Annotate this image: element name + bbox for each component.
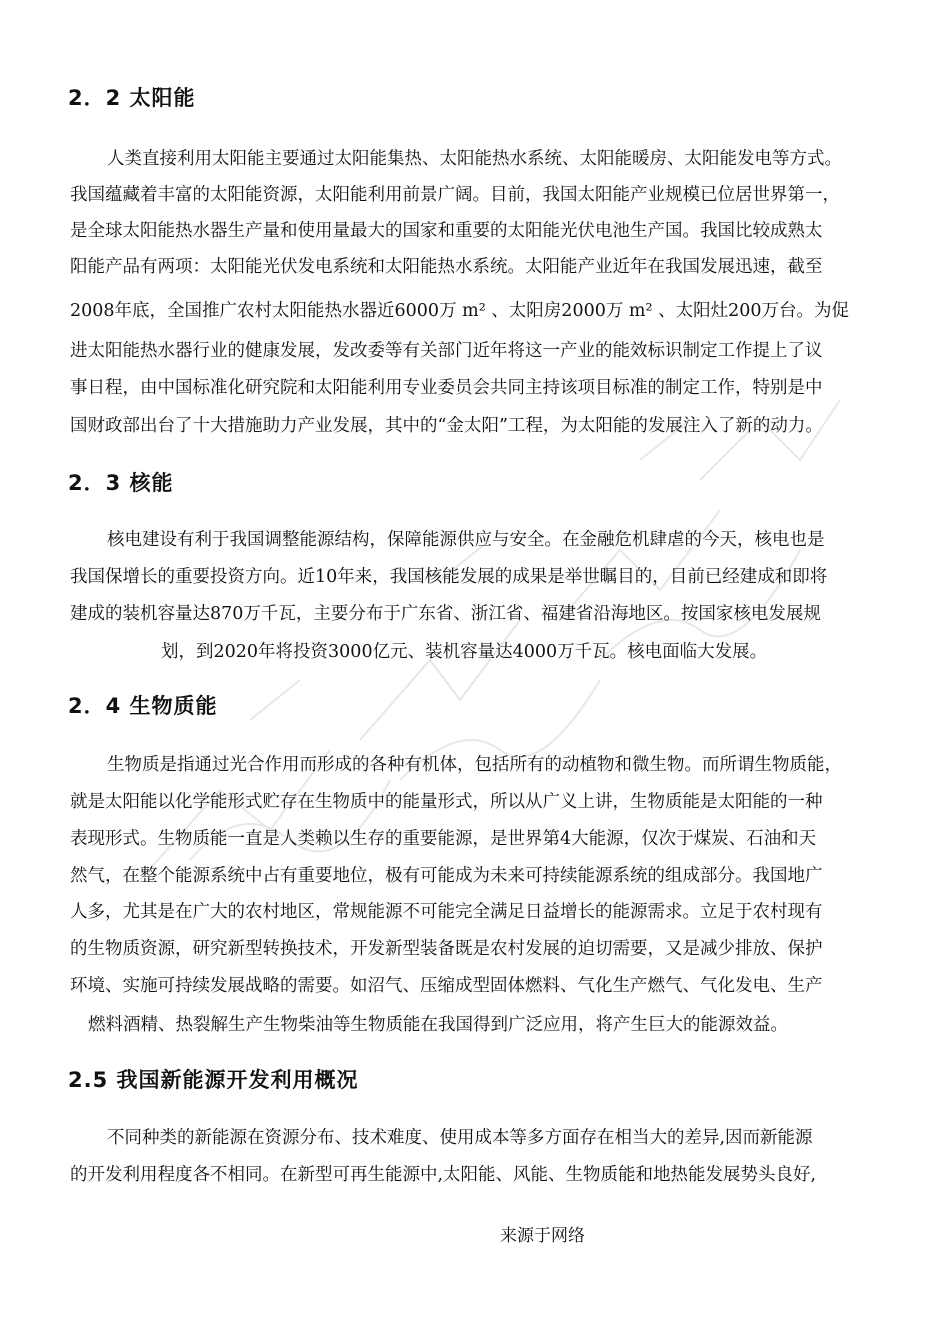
paragraph-line: 核电建设有利于我国调整能源结构，保障能源供应与安全。在金融危机肆虐的今天，核电也是 <box>107 530 825 550</box>
paragraph-line: 的生物质资源，研究新型转换技术，开发新型装备既是农村发展的迫切需要，又是减少排放、保护 <box>70 939 823 959</box>
paragraph-line: 的开发利用程度各不相同。在新型可再生能源中,太阳能、风能、生物质能和地热能发展势头良好, <box>70 1165 817 1185</box>
paragraph-line: 划，到2020年将投资3000亿元、装机容量达4000万千瓦。核电面临大发展。 <box>161 642 768 662</box>
paragraph-line: 然气，在整个能源系统中占有重要地位，极有可能成为未来可持续能源系统的组成部分。我国地广 <box>70 866 823 886</box>
paragraph-line: 表现形式。生物质能一直是人类赖以生存的重要能源，是世界第4大能源，仅次于煤炭、石油和天 <box>70 829 817 849</box>
paragraph-line: 就是太阳能以化学能形式贮存在生物质中的能量形式，所以从广义上讲，生物质能是太阳能的一种 <box>70 792 823 812</box>
paragraph-line: 是全球太阳能热水器生产量和使用量最大的国家和重要的太阳能光伏电池生产国。我国比较成熟太 <box>70 221 823 241</box>
paragraph-line: 生物质是指通过光合作用而形成的各种有机体，包括所有的动植物和微生物。而所谓生物质能， <box>107 755 842 775</box>
paragraph-line: 事日程，由中国标准化研究院和太阳能利用专业委员会共同主持该项目标准的制定工作，特别是中 <box>70 378 823 398</box>
paragraph-line: 我国蕴藏着丰富的太阳能资源，太阳能利用前景广阔。目前，我国太阳能产业规模已位居世界第一， <box>70 185 840 205</box>
section-heading-biomass: 2．4 生物质能 <box>68 694 218 718</box>
section-heading-nuclear: 2．3 核能 <box>68 471 174 495</box>
paragraph-line: 不同种类的新能源在资源分布、技术难度、使用成本等多方面存在相当大的差异,因而新能源 <box>107 1128 813 1148</box>
paragraph-line: 人类直接利用太阳能主要通过太阳能集热、太阳能热水系统、太阳能暖房、太阳能发电等方式。 <box>107 149 842 169</box>
paragraph-line: 国财政部出台了十大措施助力产业发展，其中的“金太阳”工程，为太阳能的发展注入了新的动力。 <box>70 416 823 436</box>
page-footer: 来源于网络 <box>500 1226 585 1246</box>
paragraph-line: 环境、实施可持续发展战略的需要。如沼气、压缩成型固体燃料、气化生产燃气、气化发电、生产 <box>70 976 823 996</box>
paragraph-line: 2008年底，全国推广农村太阳能热水器近6000万 m² 、太阳房2000万 m² 、太阳灶200万台。为促 <box>70 301 849 321</box>
paragraph-line: 人多，尤其是在广大的农村地区，常规能源不可能完全满足日益增长的能源需求。立足于农村现有 <box>70 902 823 922</box>
paragraph-line: 进太阳能热水器行业的健康发展，发改委等有关部门近年将这一产业的能效标识制定工作提上了议 <box>70 341 823 361</box>
section-heading-solar: 2．2 太阳能 <box>68 86 196 110</box>
paragraph-line: 我国保增长的重要投资方向。近10年来，我国核能发展的成果是举世瞩目的，目前已经建成和即将 <box>70 567 828 587</box>
section-heading-overview: 2.5 我国新能源开发利用概况 <box>68 1068 359 1092</box>
paragraph-line: 燃料酒精、热裂解生产生物柴油等生物质能在我国得到广泛应用，将产生巨大的能源效益。 <box>88 1015 788 1035</box>
paragraph-line: 建成的装机容量达870万千瓦，主要分布于广东省、浙江省、福建省沿海地区。按国家核电发展规 <box>70 604 821 624</box>
paragraph-line: 阳能产品有两项：太阳能光伏发电系统和太阳能热水系统。太阳能产业近年在我国发展迅速，截至 <box>70 257 823 277</box>
